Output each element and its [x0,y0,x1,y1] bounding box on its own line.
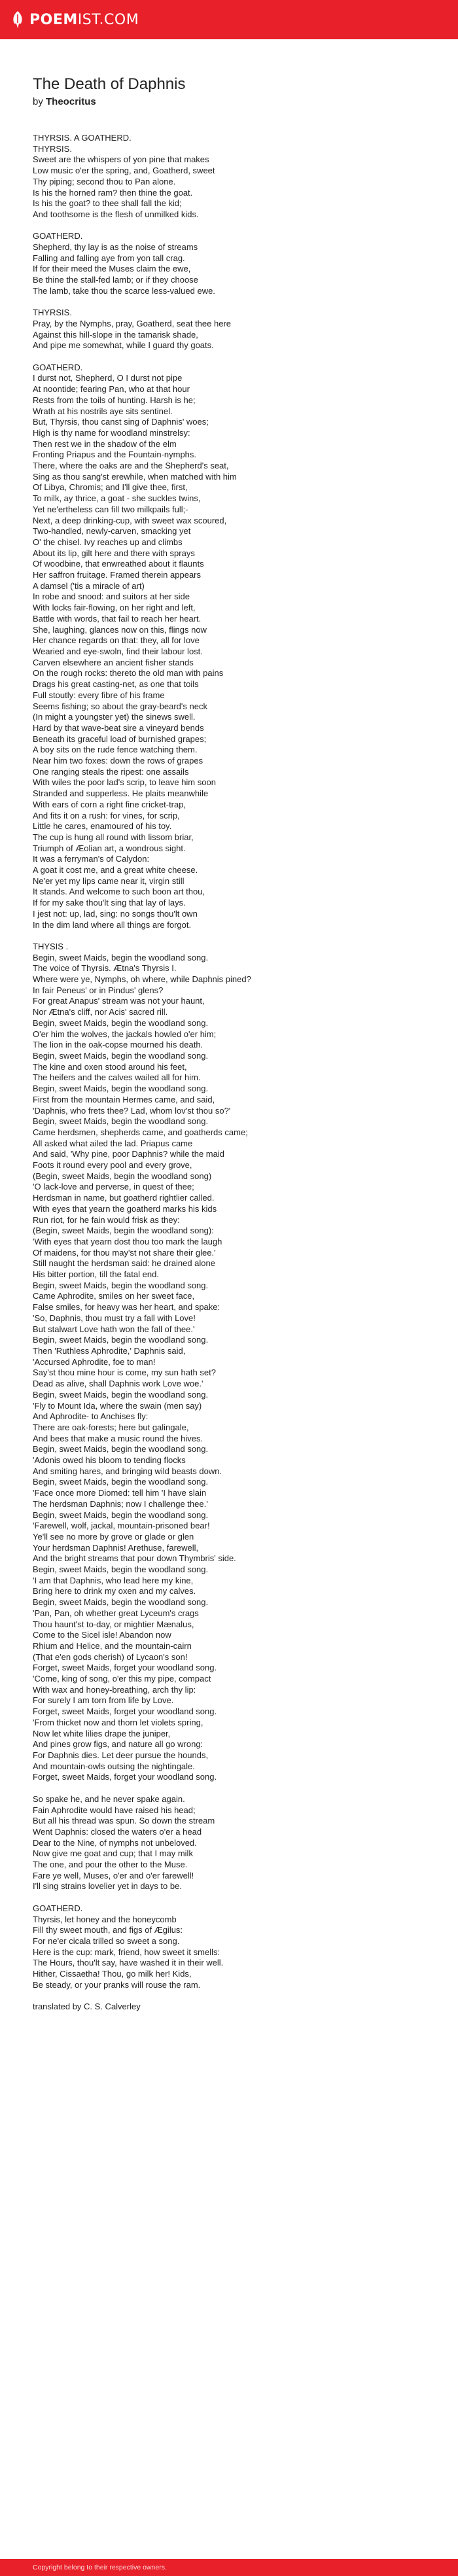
poem-line: Against this hill-slope in the tamarisk shade, [33,329,198,340]
poem-line: Of maidens, for thou may'st not share their glee.' [33,1247,216,1258]
poem-line: There are oak-forests; here but galingale, [33,1422,189,1432]
poem-line: For Daphnis dies. Let deer pursue the hounds, [33,1750,209,1760]
poem-line: O' the chisel. Ivy reaches up and climbs [33,537,183,547]
poem-line: With locks fair-flowing, on her right and left, [33,603,196,613]
poem-line: Herdsman in name, but goatherd rightlier called. [33,1193,215,1203]
poem-line: Shepherd, thy lay is as the noise of streams [33,242,198,253]
poem-line: Of Libya, Chromis; and I'll give thee, first, [33,482,188,493]
stanza [33,1903,425,1991]
poem-line: The herdsman Daphnis; now I challenge thee.' [33,1498,208,1509]
poem-line: The kine and oxen stood around his feet, [33,1061,187,1072]
poem-line: All asked what ailed the lad. Priapus came [33,1138,193,1148]
poem-line: For surely I am torn from life by Love. [33,1695,174,1706]
poem-line: (Begin, sweet Maids, begin the woodland song): [33,1226,214,1236]
poem-line: Bring here to drink my oxen and my calves. [33,1586,196,1597]
poem-line: In the dim land where all things are forgot. [33,919,192,930]
poem-line: Is his the goat? to thee shall fall the kid; [33,198,182,209]
copyright-notice: Copyright belong to their respective owners. [33,2564,167,2571]
poem-line: Fain Aphrodite would have raised his head; [33,1805,196,1815]
poem-line: Now let white lilies drape the juniper, [33,1728,171,1738]
poem-line: Thou haunt'st to-day, or mightier Mænalus, [33,1619,194,1629]
logo-text-light: IST.COM [77,11,139,28]
poem-line: GOATHERD. [33,231,83,241]
stanza [33,362,425,931]
poem-line: Thy piping; second thou to Pan alone. [33,176,176,186]
poem-line: Stranded and supperless. He plaits meanwhile [33,788,209,799]
poem-line: 'Daphnis, who frets thee? Lad, whom lov'st thou so?' [33,1105,231,1116]
poem-line: 'Accursed Aphrodite, foe to man! [33,1356,156,1367]
poem-line: Run riot, for he fain would frisk as they: [33,1214,180,1225]
poem-line: The one, and pour the other to the Muse. [33,1860,188,1870]
poem-line: One ranging steals the ripest: one assails [33,766,189,777]
poem-line: THYRSIS. [33,143,72,154]
poem-line: Wearied and eye-swoln, find their labour lost. [33,646,203,656]
stanza [33,308,425,351]
poem-line: 'Face once more Diomed: tell him 'I have slain [33,1488,207,1498]
poem-line: Sing as thou sang'st erewhile, when matched with him [33,471,237,482]
poem-line: Low music o'er the spring, and, Goatherd, sweet [33,166,215,176]
poem-line: The cup is hung all round with lissom briar, [33,832,194,842]
poem-line: False smiles, for heavy was her heart, and spake: [33,1302,220,1313]
poem-line: Begin, sweet Maids, begin the woodland song. [33,1477,209,1487]
poem-line: Two-handled, newly-carven, smacking yet [33,526,191,537]
poem-line: Near him two foxes: down the rows of grapes [33,756,203,766]
site-logo[interactable] [10,10,139,29]
poem-line: Came Aphrodite, smiles on her sweet face, [33,1291,195,1301]
poem-line: With ears of corn a right fine cricket-trap, [33,799,186,809]
poem-line: And said, 'Why pine, poor Daphnis? while the maid [33,1149,224,1159]
poem-line: And fits it on a rush: for vines, for scrip, [33,810,180,820]
poem-line: Seems fishing; so about the gray-beard's neck [33,701,207,711]
poem-line: 'Farewell, wolf, jackal, mountain-prisoned bear! [33,1521,210,1531]
poem-line: And mountain-owls outsing the nightingale. [33,1761,195,1771]
poem-content [33,75,425,2013]
poem-line: But, Thyrsis, thou canst sing of Daphnis' woes; [33,417,209,427]
poem-line: So spake he, and he never spake again. [33,1793,185,1804]
poem-byline [33,96,425,108]
poem-line: GOATHERD. [33,1903,83,1913]
poem-line: In fair Peneus' or in Pindus' glens? [33,985,164,995]
poem-line: Begin, sweet Maids, begin the woodland song. [33,1084,209,1094]
poem-line: Now give me goat and cup; that I may milk [33,1848,193,1859]
poem-line: I jest not: up, lad, sing: no songs thou'lt own [33,908,198,919]
quill-pen-icon [10,10,25,29]
poem-line: Begin, sweet Maids, begin the woodland song. [33,1444,209,1455]
poem-line: Forget, sweet Maids, forget your woodland song. [33,1663,217,1673]
poem-line: 'I am that Daphnis, who lead here my kine, [33,1575,194,1585]
poem-line: Still naught the herdsman said: he drained alone [33,1258,215,1269]
poem-line: Ye'll see no more by grove or glade or glen [33,1531,194,1542]
poem-line: (Begin, sweet Maids, begin the woodland song) [33,1171,212,1181]
poem-line: At noontide; fearing Pan, who at that hour [33,384,190,395]
poem-line: Forget, sweet Maids, forget your woodland song. [33,1772,217,1782]
poem-title: The Death of Daphnis [33,75,186,93]
poem-line: Next, a deep drinking-cup, with sweet wax scoured, [33,515,227,525]
poem-line: If for their meed the Muses claim the ewe, [33,264,191,274]
poem-line: THYRSIS. A GOATHERD. [33,133,132,143]
stanza [33,133,425,221]
poem-line: Fare ye well, Muses, o'er and o'er farewell! [33,1870,194,1880]
poem-line: Then 'Ruthless Aphrodite,' Daphnis said, [33,1345,186,1356]
poem-line: Thyrsis, let honey and the honeycomb [33,1914,177,1924]
poem-line: High is thy name for woodland minstrelsy: [33,427,190,438]
poem-line: A damsel ('tis a miracle of art) [33,580,145,591]
site-footer [0,2559,458,2576]
poem-line: Begin, sweet Maids, begin the woodland song. [33,1564,209,1575]
poem-line: And Aphrodite- to Anchises fly: [33,1411,149,1422]
poem-line: Begin, sweet Maids, begin the woodland song. [33,1280,209,1290]
poem-line: With wiles the poor lad's scrip, to leave him soon [33,777,216,788]
poem-line: Of woodbine, that enwreathed about it flaunts [33,559,204,569]
poem-line: For ne'er cicala trilled so sweet a song. [33,1935,180,1946]
poem-line: Fill thy sweet mouth, and figs of Ægilus: [33,1925,183,1935]
poem-body [33,133,425,1990]
poem-line: O'er him the wolves, the jackals howled o'er him; [33,1029,217,1039]
poem-line: Is his the horned ram? then thine the goat. [33,187,193,198]
poem-line: Say'st thou mine hour is come, my sun hath set? [33,1367,216,1378]
poem-line: Her saffron fruitage. Framed therein appears [33,570,202,580]
poem-line: Her chance regards on that: they, all for love [33,635,200,646]
poem-line: Falling and falling aye from yon tall crag. [33,253,185,263]
poem-line: With wax and honey-breathing, arch thy lip: [33,1684,196,1695]
poem-line: (In might a youngster yet) the sinews swell. [33,712,196,722]
poem-line: Wrath at his nostrils aye sits sentinel. [33,406,173,416]
poem-line: Ne'er yet my lips came near it, virgin still [33,875,185,886]
poem-line: 'From thicket now and thorn let violets spring, [33,1717,203,1727]
poem-line: Foots it round every pool and every grove, [33,1160,192,1171]
poem-line: Begin, sweet Maids, begin the woodland song. [33,952,209,962]
poem-line: But stalwart Love hath won the fall of thee.' [33,1324,195,1334]
poem-line: A boy sits on the rude fence watching them. [33,745,198,755]
poem-line: Rhium and Helice, and the mountain-cairn [33,1640,192,1651]
logo-text-bold: POEM [29,11,78,28]
poem-line: On the rough rocks: thereto the old man with pains [33,668,224,679]
poem-line: Drags his great casting-net, as one that toils [33,679,199,690]
poem-line: (That e'en gods cherish) of Lycaon's son! [33,1651,188,1662]
poem-line: In robe and snood: and suitors at her side [33,591,190,602]
poem-line: Pray, by the Nymphs, pray, Goatherd, seat thee here [33,318,232,328]
poem-line: To milk, ay thrice, a goat - she suckles twins, [33,493,201,504]
poem-line: Battle with words, that fail to reach her heart. [33,613,202,624]
poem-line: Dear to the Nine, of nymphs not unbeloved. [33,1837,197,1848]
poem-line: And bees that make a music round the hives. [33,1433,203,1443]
poem-line: Hard by that wave-beat sire a vineyard bends [33,722,204,733]
poem-line: Be thine the stall-fed lamb; or if they choose [33,275,198,285]
site-header [0,0,458,39]
poem-line: And smiting hares, and bringing wild beasts down. [33,1466,222,1476]
poem-line: Begin, sweet Maids, begin the woodland song. [33,1051,209,1061]
poem-line: It was a ferryman's of Calydon: [33,854,150,864]
poem-line: Sweet are the whispers of yon pine that makes [33,154,209,165]
poem-line: 'Fly to Mount Ida, where the swain (men say) [33,1400,202,1411]
stanza [33,231,425,296]
poem-line: I durst not, Shepherd, O I durst not pipe [33,373,183,383]
poem-line: THYSIS . [33,941,69,951]
logo-text [29,12,139,28]
poem-line: If for my sake thou'lt sing that lay of lays. [33,898,186,908]
poem-line: 'O lack-love and perverse, in quest of thee; [33,1182,194,1192]
poem-line: Came herdsmen, shepherds came, and goatherds came; [33,1127,248,1137]
poem-line: Yet ne'ertheless can fill two milkpails full;- [33,504,188,514]
poem-line: She, laughing, glances now on this, flings now [33,624,207,635]
stanza [33,942,425,1783]
poem-line: 'Come, king of song, o'er this my pipe, compact [33,1674,211,1684]
poem-line: Forget, sweet Maids, forget your woodland song. [33,1706,217,1717]
poem-line: I'll sing strains lovelier yet in days to be. [33,1881,182,1892]
poem-line: With eyes that yearn the goatherd marks his kids [33,1203,217,1214]
poem-line: And the bright streams that pour down Thymbris' side. [33,1553,236,1564]
poem-line: And pines grow figs, and nature all go wrong: [33,1739,203,1750]
poem-line: Your herdsman Daphnis! Arethuse, farewell, [33,1542,199,1553]
poem-line: A goat it cost me, and a great white cheese. [33,865,198,875]
poem-line: For great Anapus' stream was not your haunt, [33,996,205,1006]
poem-line: First from the mountain Hermes came, and said, [33,1094,215,1104]
stanza [33,1794,425,1892]
poem-line: The lamb, take thou the scarce less-valued ewe. [33,285,215,296]
poem-line: Rests from the toils of hunting. Harsh is he; [33,395,196,405]
poem-line: But all his thread was spun. So down the stream [33,1816,215,1826]
poem-line: Come to the Sicel isle! Abandon now [33,1630,171,1640]
poem-line: Begin, sweet Maids, begin the woodland song. [33,1509,209,1520]
poem-line: Went Daphnis: closed the waters o'er a head [33,1826,202,1837]
poem-line: Begin, sweet Maids, begin the woodland song. [33,1017,209,1028]
poem-line: The Hours, thou'lt say, have washed it in their well. [33,1958,224,1968]
poem-line: 'Adonis owed his bloom to tending flocks [33,1455,186,1466]
poem-line: GOATHERD. [33,362,83,372]
poem-line: Begin, sweet Maids, begin the woodland song. [33,1389,209,1400]
poem-line: Carven elsewhere an ancient fisher stands [33,657,194,667]
poem-line: Hither, Cissaetha! Thou, go milk her! Kids, [33,1969,192,1979]
poem-line: THYRSIS. [33,308,72,318]
poem-line: Then rest we in the shadow of the elm [33,438,177,449]
poem-line: About its lip, gilt here and there with sprays [33,548,195,558]
poem-line: His bitter portion, till the fatal end. [33,1269,159,1280]
poem-line: Beneath its graceful load of burnished grapes; [33,733,207,744]
poem-line: The lion in the oak-copse mourned his death. [33,1040,203,1050]
poem-line: 'Pan, Pan, oh whether great Lyceum's crags [33,1608,199,1618]
poem-line: Begin, sweet Maids, begin the woodland song. [33,1335,209,1345]
poem-line: It stands. And welcome to such boon art thou, [33,887,205,897]
poem-line: Full stoutly: every fibre of his frame [33,690,165,700]
poem-line: Here is the cup: mark, friend, how sweet it smells: [33,1947,220,1957]
poem-line: Nor Ætna's cliff, nor Acis' sacred rill. [33,1007,168,1017]
poem-line: Begin, sweet Maids, begin the woodland song. [33,1597,209,1608]
poem-line: The heifers and the calves wailed all for him. [33,1072,201,1083]
poem-line: And toothsome is the flesh of unmilked kids. [33,209,199,219]
poem-line: Dead as alive, shall Daphnis work Love woe.' [33,1379,203,1389]
poem-line: Triumph of Æolian art, a wondrous sight. [33,843,186,853]
poem-line: Be steady, or your pranks will rouse the ram. [33,1979,201,1990]
poem-line: And pipe me somewhat, while I guard thy goats. [33,340,214,351]
by-label: by [33,96,43,107]
poem-line: The voice of Thyrsis. Ætna's Thyrsis I. [33,963,177,974]
translator-credit: translated by C. S. Calverley [33,2002,141,2012]
poem-line: 'So, Daphnis, thou must try a fall with Love! [33,1313,196,1323]
poem-line: Little he cares, enamoured of his toy. [33,821,172,832]
author-link[interactable]: Theocritus [46,96,96,107]
poem-line: Where were ye, Nymphs, oh where, while Daphnis pined? [33,974,251,985]
poem-line: Fronting Priapus and the Fountain-nymphs. [33,450,197,460]
poem-line: There, where the oaks are and the Shepherd's seat, [33,461,229,471]
poem-line: Begin, sweet Maids, begin the woodland song. [33,1116,209,1127]
poem-line: 'With eyes that yearn dost thou too mark the laugh [33,1236,222,1246]
